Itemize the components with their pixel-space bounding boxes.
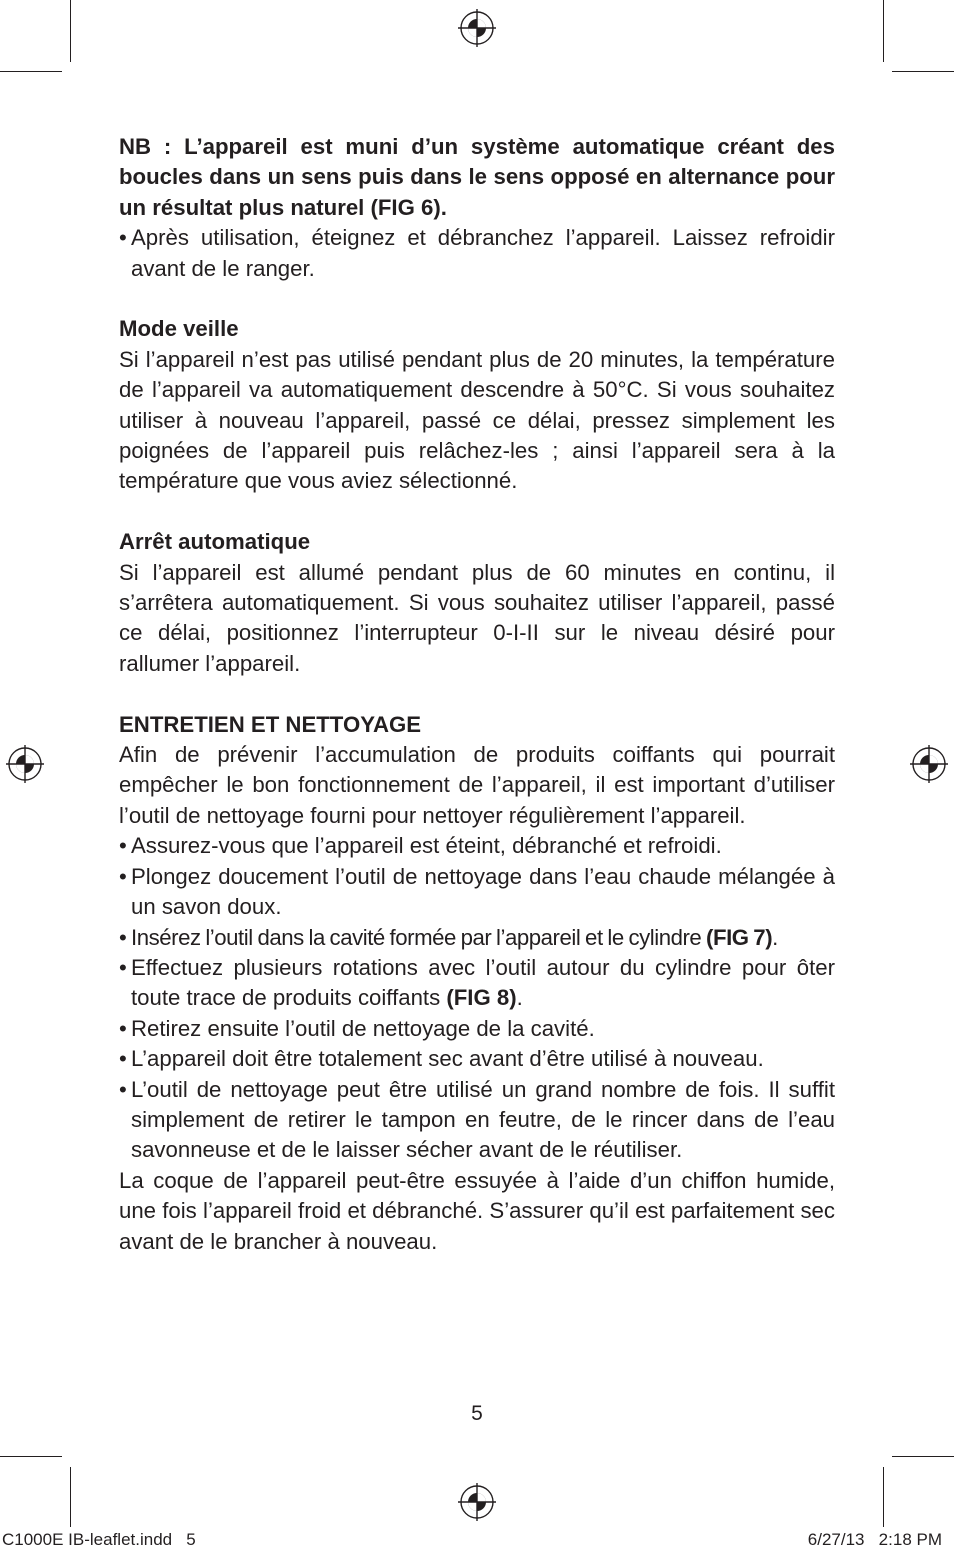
crop-mark-bottom-right-vertical xyxy=(883,1467,884,1527)
maintenance-bullet-3 xyxy=(119,923,835,953)
crop-mark-top-left-vertical xyxy=(70,0,71,62)
auto-off-text: Si l’appareil est allumé pendant plus de 60 minutes en continu, il s’arrêtera automatiquement. Si vous souhaitez utiliser l’appareil, passé ce délai, positionnez l’interrupteur 0-I-II sur le niveau désiré pour rallumer l’appareil. xyxy=(119,559,835,676)
slug-file-name: C1000E IB-leaflet.indd 5 xyxy=(2,1530,196,1549)
bullet-dot: • xyxy=(119,924,127,950)
fig-reference: (FIG 7) xyxy=(706,924,773,950)
maintenance-bullet-6 xyxy=(119,1044,835,1074)
maintenance-bullet-1 xyxy=(119,831,835,861)
slug-date-time: 6/27/13 2:18 PM xyxy=(807,1530,942,1549)
bullet-dot: • xyxy=(119,225,127,251)
crop-mark-bottom-right-horizontal xyxy=(892,1456,954,1457)
crop-mark-bottom-left-horizontal xyxy=(0,1456,62,1457)
heading-maintenance: ENTRETIEN ET NETTOYAGE xyxy=(119,711,422,737)
bullet-dot: • xyxy=(119,863,127,889)
period: . xyxy=(772,924,778,950)
maintenance-bullet-2 xyxy=(119,862,835,923)
bullet-text: Retirez ensuite l’outil de nettoyage de la cavité. xyxy=(131,1015,595,1041)
crop-mark-top-right-horizontal xyxy=(892,71,954,72)
bullet-text: Assurez-vous que l’appareil est éteint, débranché et refroidi. xyxy=(131,833,722,859)
bullet-dot: • xyxy=(119,954,127,980)
bullet-dot: • xyxy=(119,1015,127,1041)
crop-mark-top-right-vertical xyxy=(883,0,884,62)
bullet-text: Plongez doucement l’outil de nettoyage dans l’eau chaude mélangée à un savon doux. xyxy=(131,863,835,920)
maintenance-bullet-7 xyxy=(119,1075,835,1166)
bullet-dot: • xyxy=(119,833,127,859)
page-number: 5 xyxy=(471,1402,483,1425)
bullet-after-use xyxy=(119,223,835,284)
heading-auto-off: Arrêt automatique xyxy=(119,529,311,555)
note-fig6: NB : L’appareil est muni d’un système automatique créant des boucles dans un sens puis dans le sens opposé en alternance pour un résultat plus naturel (FIG 6). xyxy=(119,134,835,220)
crop-mark-top-left-horizontal xyxy=(0,71,62,72)
registration-mark-top-icon xyxy=(458,9,496,47)
registration-mark-bottom-icon xyxy=(458,1483,496,1521)
bullet-text: L’outil de nettoyage peut être utilisé un grand nombre de fois. Il suffit simplement de retirer le tampon en feutre, de le rincer dans de l’eau savonneuse et de le laisser sécher avant de le réutiliser. xyxy=(131,1076,835,1163)
spacer xyxy=(119,679,835,709)
crop-mark-bottom-left-vertical xyxy=(70,1467,71,1527)
maintenance-closing: La coque de l’appareil peut-être essuyée à l’aide d’un chiffon humide, une fois l’appareil froid et débranché. S’assurer qu’il est parfaitement sec avant de le brancher à nouveau. xyxy=(119,1167,835,1254)
bullet-text: Effectuez plusieurs rotations avec l’outil autour du cylindre pour ôter toute trace de produits coiffants xyxy=(131,954,835,1011)
spacer xyxy=(119,497,835,527)
maintenance-bullet-4 xyxy=(119,953,835,1014)
standby-text: Si l’appareil n’est pas utilisé pendant plus de 20 minutes, la température de l’appareil va automatiquement descendre à 50°C. Si vous souhaitez utiliser à nouveau l’appareil, passé ce délai, pressez simplement les poignées de l’appareil puis relâchez-les ; ainsi l’appareil sera à la température que vous aviez sélectionné. xyxy=(119,346,835,494)
spacer xyxy=(119,284,835,314)
bullet-text: Après utilisation, éteignez et débranchez l’appareil. Laissez refroidir avant de le ranger. xyxy=(131,225,835,281)
maintenance-intro: Afin de prévenir l’accumulation de produits coiffants qui pourrait empêcher le bon fonctionnement de l’appareil, il est important d’utiliser l’outil de nettoyage fourni pour nettoyer régulièrement l’appareil. xyxy=(119,742,835,828)
bullet-dot: • xyxy=(119,1076,127,1102)
bullet-dot: • xyxy=(119,1046,127,1072)
maintenance-bullet-5 xyxy=(119,1014,835,1044)
bullet-text: L’appareil doit être totalement sec avant d’être utilisé à nouveau. xyxy=(131,1046,764,1072)
main-text-column xyxy=(119,132,835,1257)
bullet-text: Insérez l’outil dans la cavité formée par l’appareil et le cylindre xyxy=(131,924,707,950)
heading-standby: Mode veille xyxy=(119,316,239,342)
registration-mark-right-icon xyxy=(910,745,948,783)
registration-mark-left-icon xyxy=(6,745,44,783)
period: . xyxy=(516,985,523,1011)
fig-reference: (FIG 8) xyxy=(446,985,517,1011)
